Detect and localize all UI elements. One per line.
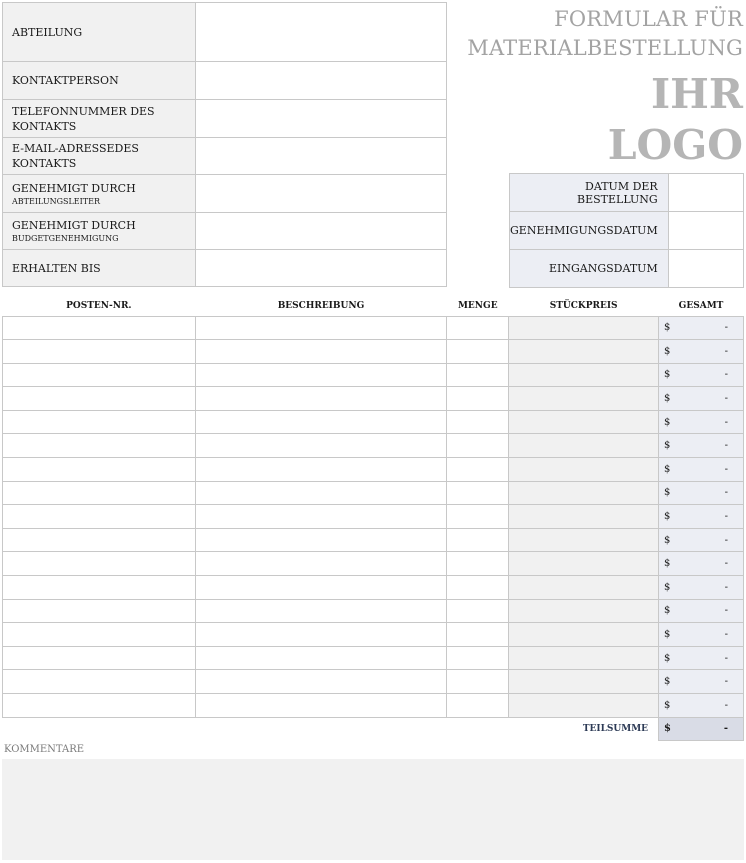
contact-value-field[interactable] [196,175,447,213]
contact-label-text: E-MAIL-ADRESSEDES KONTAKTS [12,142,139,170]
item-unit-price-cell[interactable] [509,481,659,505]
currency-symbol: $ [664,629,671,641]
item-no-cell[interactable] [3,670,196,694]
item-no-cell[interactable] [3,694,196,718]
contact-label-sub: ABTEILUNGSLEITER [12,196,100,206]
comments-label: KOMMENTARE [4,744,85,755]
item-description-cell[interactable] [195,576,447,600]
currency-symbol: $ [664,581,671,593]
currency-symbol: $ [664,676,671,688]
header-unit-price: STÜCKPREIS [509,297,659,316]
item-total-cell [659,434,744,458]
item-total-cell [659,694,744,718]
item-row [3,528,744,552]
contact-row [3,62,447,100]
contact-label-text: TELEFONNUMMER DES KONTAKTS [12,104,155,133]
contact-label [3,175,196,213]
item-no-cell[interactable] [3,340,196,364]
item-quantity-cell[interactable] [447,458,509,482]
contact-value-field[interactable] [196,213,447,250]
currency-symbol: $ [664,652,671,664]
contact-value-field[interactable] [196,3,447,62]
item-no-cell[interactable] [3,434,196,458]
currency-symbol: $ [664,369,671,381]
contact-row [3,138,447,175]
item-no-cell[interactable] [3,387,196,411]
contact-label-text: GENEHMIGT DURCH [12,219,136,232]
item-no-cell[interactable] [3,363,196,387]
date-value-field[interactable] [668,250,743,288]
item-quantity-cell[interactable] [447,552,509,576]
item-description-cell[interactable] [195,505,447,529]
item-total-value: - [724,558,728,570]
contact-value-field[interactable] [196,250,447,287]
item-unit-price-cell[interactable] [509,552,659,576]
item-total-value: - [724,440,728,452]
item-description-cell[interactable] [195,434,447,458]
item-total-cell [659,623,744,647]
item-no-cell[interactable] [3,458,196,482]
item-no-cell[interactable] [3,410,196,434]
header-total: GESAMT [659,297,744,316]
item-description-cell[interactable] [195,646,447,670]
item-unit-price-cell[interactable] [509,528,659,552]
date-row [510,174,744,212]
item-description-cell[interactable] [195,458,447,482]
item-total-value: - [724,369,728,381]
item-description-cell[interactable] [195,340,447,364]
item-total-value: - [724,322,728,334]
item-row [3,576,744,600]
item-quantity-cell[interactable] [447,410,509,434]
dates-table [509,173,744,288]
item-no-cell[interactable] [3,481,196,505]
item-total-value: - [724,581,728,593]
item-total-cell [659,505,744,529]
item-description-cell[interactable] [195,552,447,576]
date-value-field[interactable] [668,212,743,250]
items-header-row [3,297,744,316]
item-unit-price-cell[interactable] [509,670,659,694]
form-title-line1: FORMULAR FÜR [554,7,743,31]
item-row [3,458,744,482]
item-total-value: - [724,511,728,523]
item-total-value: - [724,487,728,499]
item-unit-price-cell[interactable] [509,410,659,434]
item-unit-price-cell[interactable] [509,458,659,482]
item-row [3,410,744,434]
logo-line2: LOGO [607,121,743,169]
item-row [3,694,744,718]
contact-label [3,250,196,287]
item-total-value: - [724,699,728,711]
item-total-value: - [724,605,728,617]
item-total-cell [659,316,744,340]
item-quantity-cell[interactable] [447,599,509,623]
item-quantity-cell[interactable] [447,387,509,411]
item-description-cell[interactable] [195,623,447,647]
contact-row [3,213,447,250]
item-no-cell[interactable] [3,505,196,529]
item-description-cell[interactable] [195,694,447,718]
date-row [510,212,744,250]
item-no-cell[interactable] [3,599,196,623]
subtotal-value: - [723,723,728,735]
date-label: DATUM DER BESTELLUNG [510,174,669,212]
currency-symbol: $ [664,605,671,617]
item-unit-price-cell[interactable] [509,576,659,600]
contact-label-sub: BUDGETGENEHMIGUNG [12,234,119,243]
item-total-cell [659,552,744,576]
item-total-cell [659,599,744,623]
item-total-value: - [724,629,728,641]
item-total-value: - [724,393,728,405]
contact-label [3,100,196,138]
item-description-cell[interactable] [195,363,447,387]
item-total-cell [659,646,744,670]
item-no-cell[interactable] [3,528,196,552]
currency-symbol: $ [664,699,671,711]
item-unit-price-cell[interactable] [509,316,659,340]
item-quantity-cell[interactable] [447,670,509,694]
contact-value-field[interactable] [196,62,447,100]
subtotal-row [3,717,744,741]
item-description-cell[interactable] [195,316,447,340]
item-unit-price-cell[interactable] [509,694,659,718]
currency-symbol: $ [664,463,671,475]
contact-value-field[interactable] [196,100,447,138]
item-row [3,552,744,576]
currency-symbol: $ [664,511,671,523]
item-description-cell[interactable] [195,410,447,434]
item-row [3,340,744,364]
item-row [3,646,744,670]
form-title-line2: MATERIALBESTELLUNG [467,36,743,60]
item-quantity-cell[interactable] [447,363,509,387]
item-total-value: - [724,652,728,664]
item-quantity-cell[interactable] [447,340,509,364]
header-quantity: MENGE [447,297,509,316]
contact-label-text: ERHALTEN BIS [12,261,101,275]
item-no-cell[interactable] [3,646,196,670]
item-total-value: - [724,676,728,688]
currency-symbol: $ [664,416,671,428]
item-no-cell[interactable] [3,576,196,600]
item-row [3,505,744,529]
item-description-cell[interactable] [195,387,447,411]
contact-row [3,3,447,62]
item-total-value: - [724,416,728,428]
date-label: EINGANGSDATUM [510,250,669,288]
item-quantity-cell[interactable] [447,316,509,340]
item-quantity-cell[interactable] [447,576,509,600]
currency-symbol: $ [664,345,671,357]
item-description-cell[interactable] [195,528,447,552]
date-label: GENEHMIGUNGSDATUM [510,212,669,250]
item-total-value: - [724,534,728,546]
item-unit-price-cell[interactable] [509,387,659,411]
item-unit-price-cell[interactable] [509,623,659,647]
item-quantity-cell[interactable] [447,481,509,505]
subtotal-label: TEILSUMME [3,717,659,741]
item-total-cell [659,363,744,387]
item-row [3,434,744,458]
item-unit-price-cell[interactable] [509,363,659,387]
date-value-field[interactable] [668,174,743,212]
item-total-cell [659,458,744,482]
item-row [3,481,744,505]
item-quantity-cell[interactable] [447,528,509,552]
logo-line1: IHR [651,70,743,118]
subtotal-cell [659,717,744,741]
item-total-value: - [724,463,728,475]
item-total-cell [659,670,744,694]
contact-row [3,175,447,213]
item-description-cell[interactable] [195,599,447,623]
item-unit-price-cell[interactable] [509,646,659,670]
item-unit-price-cell[interactable] [509,505,659,529]
comments-textarea[interactable] [2,759,744,860]
item-row [3,316,744,340]
item-unit-price-cell[interactable] [509,340,659,364]
item-row [3,623,744,647]
item-unit-price-cell[interactable] [509,599,659,623]
item-no-cell[interactable] [3,316,196,340]
currency-symbol: $ [664,487,671,499]
item-total-cell [659,410,744,434]
item-total-cell [659,528,744,552]
item-total-cell [659,340,744,364]
item-total-value: - [724,345,728,357]
contact-label [3,213,196,250]
item-description-cell[interactable] [195,670,447,694]
contact-label-text: ABTEILUNG [12,25,83,39]
item-total-cell [659,576,744,600]
contact-row [3,100,447,138]
form-title [467,5,743,63]
item-quantity-cell[interactable] [447,623,509,647]
header-item-no: POSTEN-NR. [3,297,196,316]
item-unit-price-cell[interactable] [509,434,659,458]
currency-symbol: $ [664,393,671,405]
contact-label [3,3,196,62]
logo-placeholder [608,69,743,171]
item-row [3,599,744,623]
date-row [510,250,744,288]
currency-symbol: $ [664,440,671,452]
item-row [3,363,744,387]
item-row [3,670,744,694]
item-no-cell[interactable] [3,552,196,576]
contact-label [3,138,196,175]
item-no-cell[interactable] [3,623,196,647]
item-quantity-cell[interactable] [447,694,509,718]
currency-symbol: $ [664,322,671,334]
currency-symbol: $ [664,558,671,570]
item-description-cell[interactable] [195,481,447,505]
items-table [2,297,744,741]
contact-row [3,250,447,287]
item-quantity-cell[interactable] [447,434,509,458]
item-total-cell [659,387,744,411]
item-row [3,387,744,411]
item-quantity-cell[interactable] [447,505,509,529]
item-quantity-cell[interactable] [447,646,509,670]
header-description: BESCHREIBUNG [195,297,447,316]
item-total-cell [659,481,744,505]
contact-value-field[interactable] [196,138,447,175]
currency-symbol: $ [664,534,671,546]
contact-label [3,62,196,100]
contact-table [2,2,447,287]
contact-label-text: KONTAKTPERSON [12,74,119,87]
subtotal-currency: $ [664,723,672,735]
contact-label-text: GENEHMIGT DURCH [12,181,136,195]
